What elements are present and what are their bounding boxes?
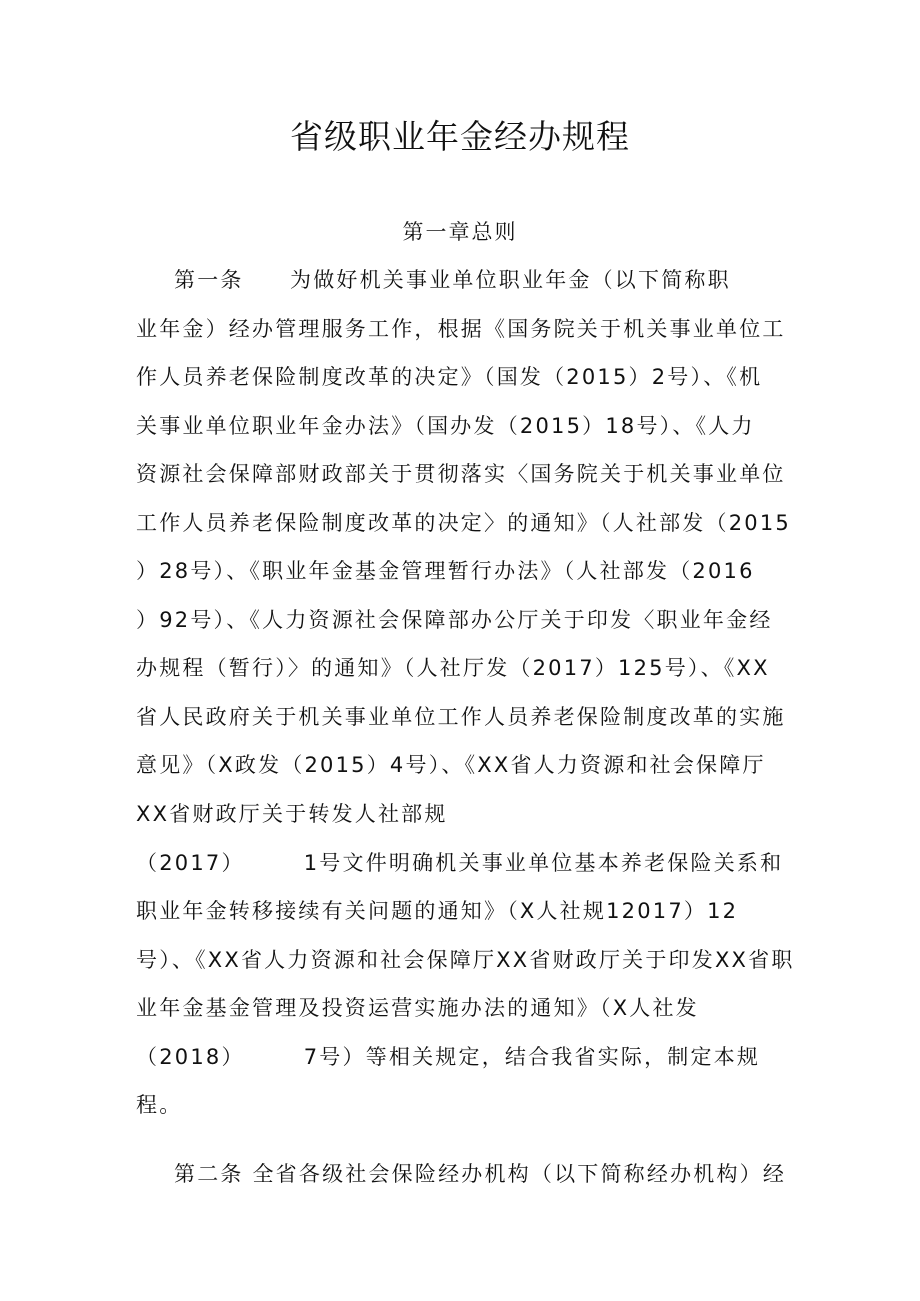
text-line: 意见》（X政发（2015）4号）、《XX省人力资源和社会保障厅 [136, 753, 766, 777]
text-line: （2018） 7号）等相关规定，结合我省实际，制定本规 [136, 1045, 761, 1069]
text-line: ）92号）、《人力资源社会保障部办公厅关于印发〈职业年金经 [136, 608, 773, 632]
text-line: （2017） 1号文件明确机关事业单位基本养老保险关系和 [136, 851, 784, 875]
text-line: 作人员养老保险制度改革的决定》（国发（2015）2号）、《机 [136, 365, 763, 389]
text-line: 办规程（暂行）〉的通知》（人社厅发（2017）125号）、《XX [136, 656, 770, 680]
text-line: 资源社会保障部财政部关于贯彻落实〈国务院关于机关事业单位 [136, 462, 786, 486]
text-line: 第二条 全省各级社会保险经办机构（以下简称经办机构）经 [174, 1162, 787, 1186]
text-line: 业年金）经办管理服务工作，根据《国务院关于机关事业单位工 [136, 317, 786, 341]
text-line: 工作人员养老保险制度改革的决定〉的通知》（人社部发（2015 [136, 511, 791, 535]
text-line: 程。 [136, 1093, 183, 1117]
text-line: 第一条 为做好机关事业单位职业年金（以下简称职 [174, 268, 731, 292]
text-line: 职业年金转移接续有关问题的通知》（X人社规12017）12 [136, 899, 739, 923]
text-line: ）28号）、《职业年金基金管理暂行办法》（人社部发（2016 [136, 559, 755, 583]
text-line: 业年金基金管理及投资运营实施办法的通知》（X人社发 [136, 996, 699, 1020]
text-line: 关事业单位职业年金办法》（国办发（2015）18号）、《人力 [136, 414, 755, 438]
text-line: 号）、《XX省人力资源和社会保障厅XX省财政厅关于印发XX省职 [136, 948, 795, 972]
text-line: 省人民政府关于机关事业单位工作人员养老保险制度改革的实施 [136, 705, 786, 729]
text-line: XX省财政厅关于转发人社部规 [136, 802, 448, 826]
document-title: 省级职业年金经办规程 [290, 117, 630, 156]
chapter-heading: 第一章总则 [402, 220, 518, 244]
